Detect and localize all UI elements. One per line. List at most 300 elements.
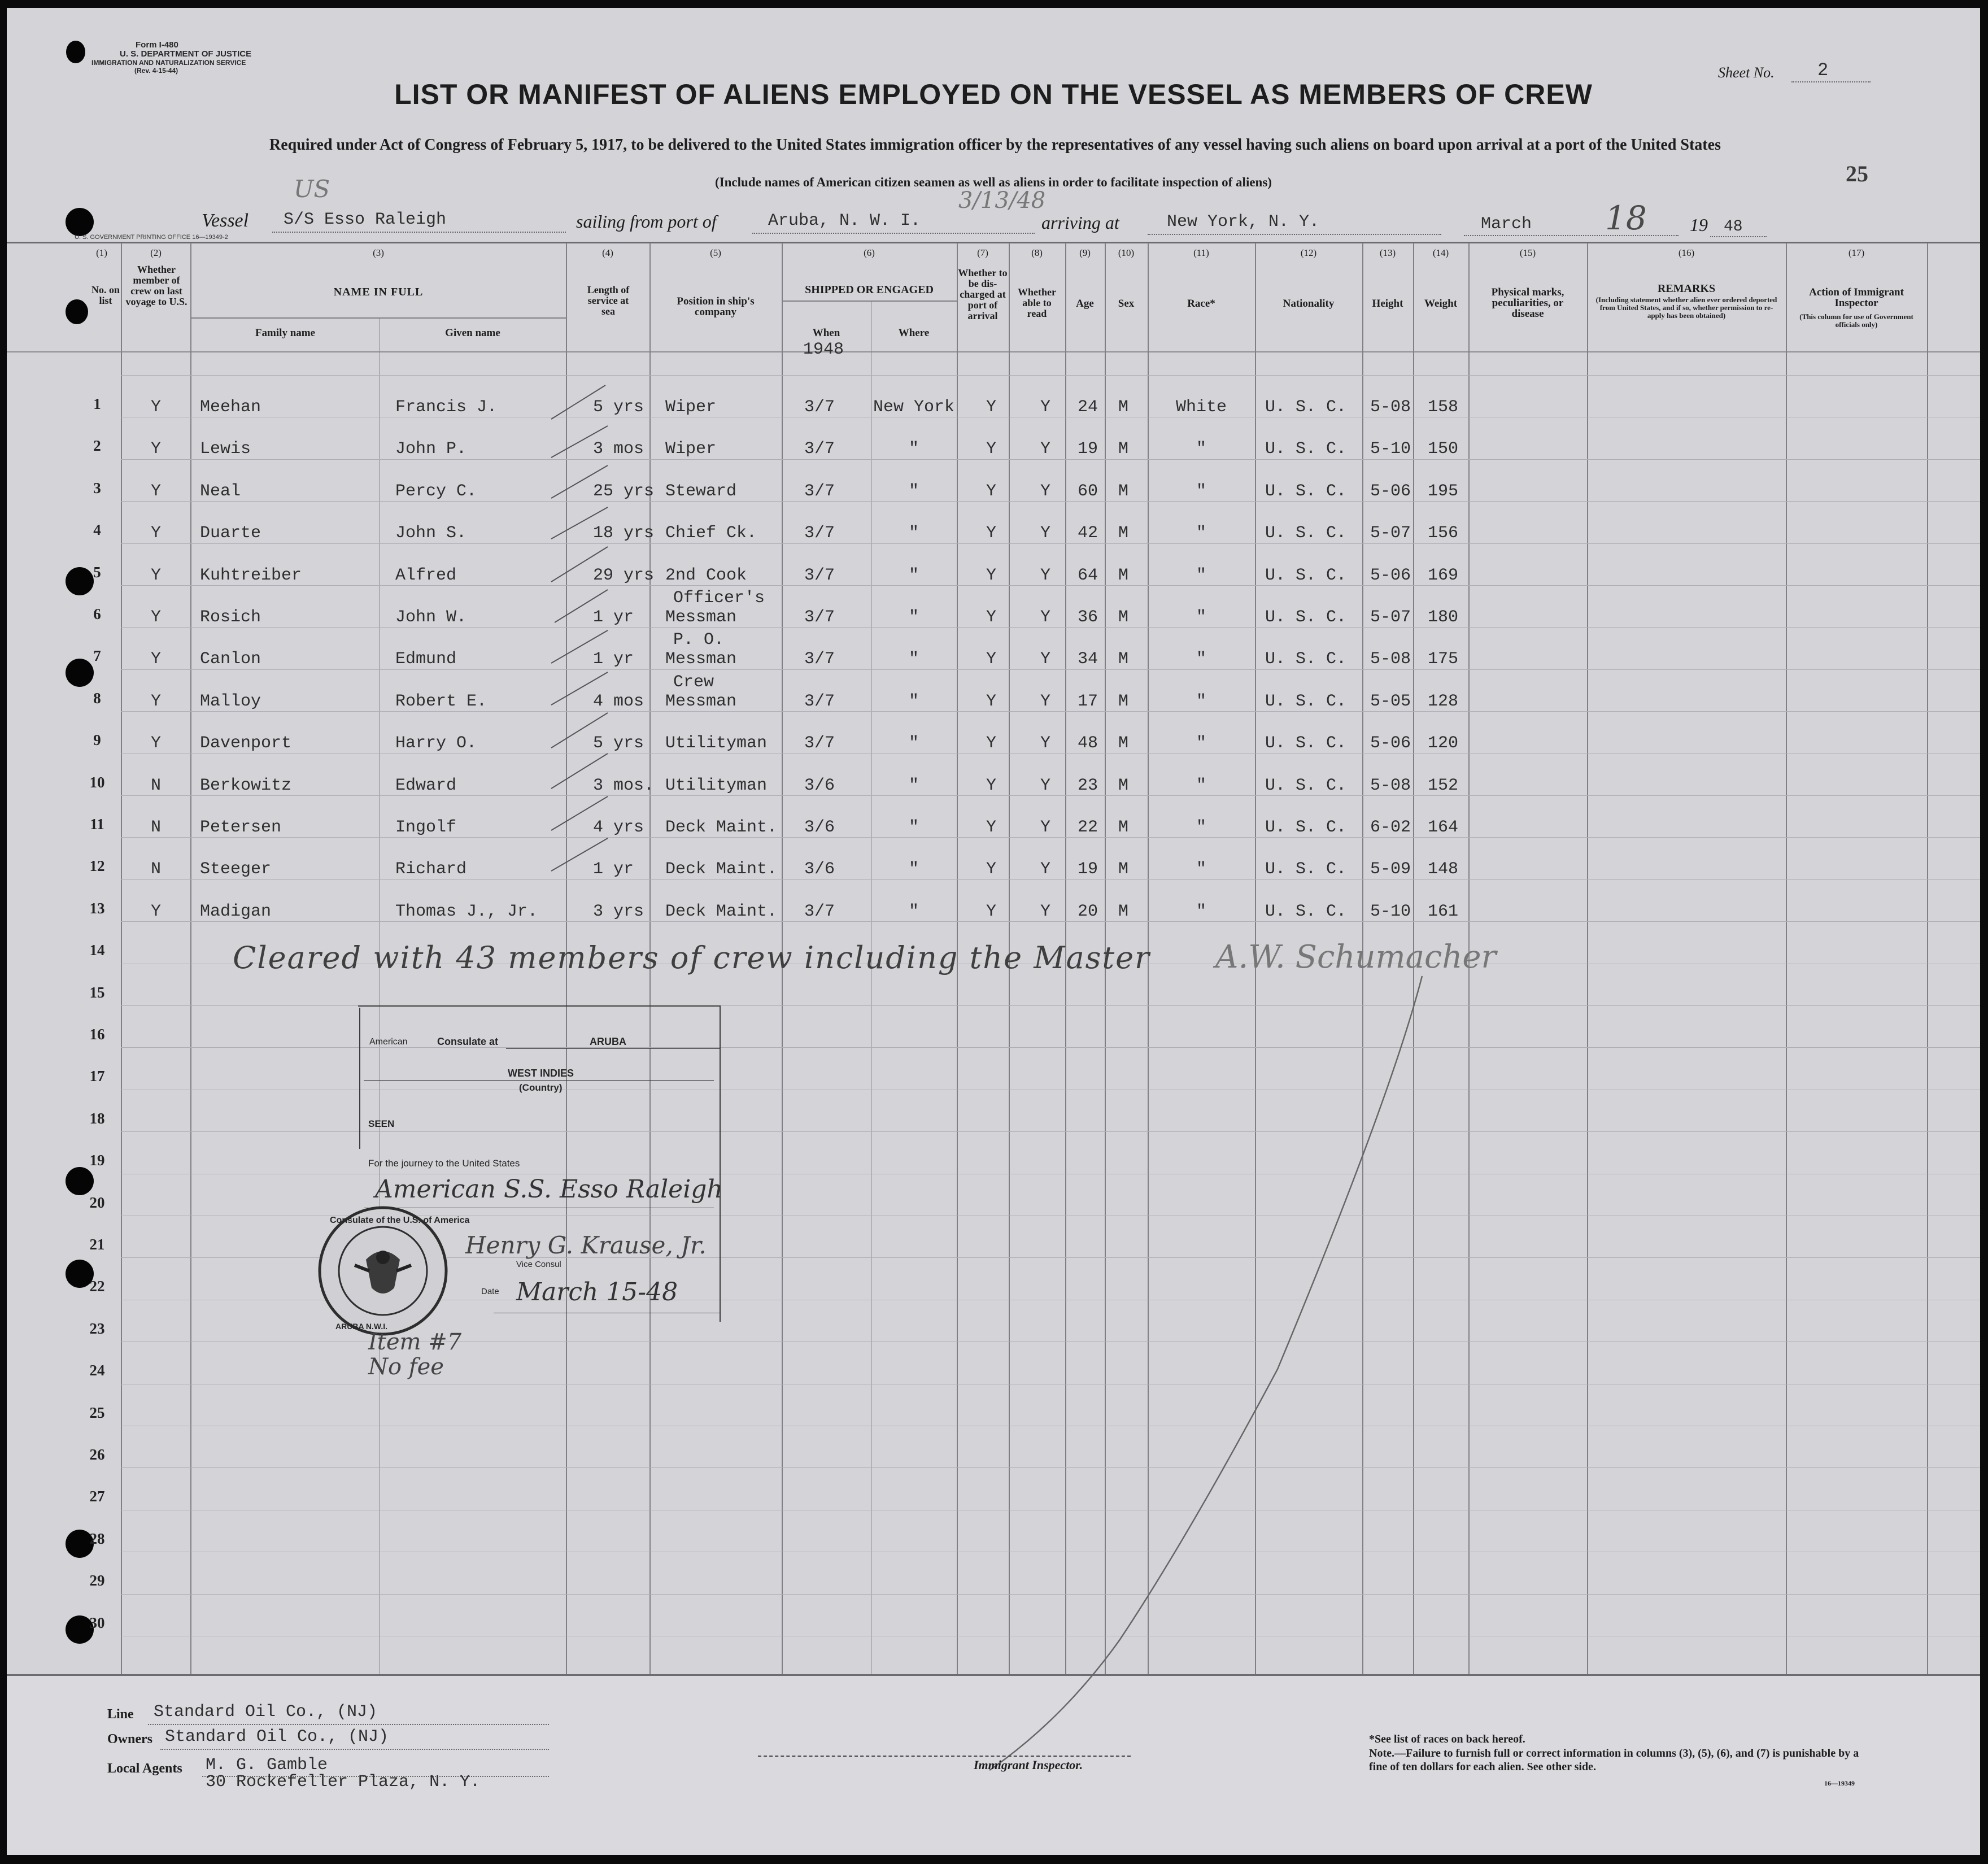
vessel-name: S/S Esso Raleigh <box>284 210 447 229</box>
weight-cell: 156 <box>1428 524 1459 543</box>
age-cell: 19 <box>1078 439 1098 459</box>
age-cell: 60 <box>1078 481 1098 501</box>
weight-cell: 175 <box>1428 650 1459 669</box>
col-given-name: Given name <box>445 327 500 339</box>
service-cell: 5 yrs <box>593 398 644 417</box>
row-number: 26 <box>89 1446 105 1463</box>
family-name-cell: Rosich <box>200 608 261 627</box>
ruled-line <box>121 459 1980 460</box>
position-cell: Deck Maint. <box>665 901 778 921</box>
nationality-cell: U. S. C. <box>1265 691 1347 711</box>
consulate-stamp <box>330 1000 729 1333</box>
where-cell: " <box>908 860 919 879</box>
read-cell: Y <box>1040 776 1051 795</box>
row-number: 22 <box>89 1278 105 1295</box>
col-num-13: (13) <box>1379 247 1396 258</box>
row-number: 24 <box>89 1362 105 1379</box>
ruled-line <box>121 795 1980 796</box>
stamp-date-label: Date <box>481 1287 499 1296</box>
family-name-cell: Kuhtreiber <box>200 565 302 585</box>
position-cell: Messman <box>665 608 737 627</box>
row-number: 29 <box>89 1572 105 1589</box>
height-cell: 5-07 <box>1370 608 1411 627</box>
discharged-cell: Y <box>986 398 997 417</box>
service-cell: 4 mos <box>593 691 644 711</box>
family-name-cell: Canlon <box>200 650 261 669</box>
row-number: 1 <box>93 395 101 412</box>
nationality-cell: U. S. C. <box>1265 650 1347 669</box>
col-num-11: (11) <box>1193 247 1209 258</box>
when-cell: 3/6 <box>804 818 835 837</box>
ruled-line <box>121 669 1980 670</box>
col-nationality: Nationality <box>1283 298 1335 310</box>
race-cell: " <box>1196 524 1206 543</box>
race-cell: " <box>1196 776 1206 795</box>
when-cell: 3/7 <box>804 691 835 711</box>
arrival-day: 18 <box>1605 199 1647 237</box>
col-action: Action of Immigrant Inspector <box>1809 286 1904 309</box>
height-cell: 5-08 <box>1370 398 1411 417</box>
family-name-cell: Steeger <box>200 860 272 879</box>
punch-hole <box>66 299 88 324</box>
position-cell: Messman <box>665 691 737 711</box>
where-cell: " <box>908 818 919 837</box>
stamp-place: ARUBA <box>590 1036 626 1047</box>
member-cell: Y <box>151 439 162 459</box>
year-written: 1948 <box>803 340 844 359</box>
where-cell: " <box>908 776 919 795</box>
read-cell: Y <box>1040 734 1051 754</box>
nationality-cell: U. S. C. <box>1265 524 1347 543</box>
col-num-6: (6) <box>864 247 875 258</box>
given-name-cell: John P. <box>395 439 467 459</box>
member-cell: Y <box>151 650 162 669</box>
service-cell: 1 yr <box>593 650 634 669</box>
arrival-port: New York, N. Y. <box>1167 212 1320 232</box>
age-cell: 19 <box>1078 860 1098 879</box>
row-number: 19 <box>89 1152 105 1169</box>
position-cell: Deck Maint. <box>665 860 778 879</box>
member-cell: Y <box>151 691 162 711</box>
col-num-12: (12) <box>1300 247 1317 258</box>
nationality-cell: U. S. C. <box>1265 776 1347 795</box>
stamp-american: American <box>369 1037 408 1047</box>
col-length-service: Length of service at sea <box>587 284 630 317</box>
family-name-cell: Malloy <box>200 691 261 711</box>
manifest-page <box>7 8 1980 1855</box>
age-cell: 42 <box>1078 524 1098 543</box>
race-cell: " <box>1196 608 1206 627</box>
stamp-vice-consul: Vice Consul <box>516 1260 561 1269</box>
read-cell: Y <box>1040 481 1051 501</box>
stamp-journey: For the journey to the United States <box>368 1158 520 1169</box>
nationality-cell: U. S. C. <box>1265 565 1347 585</box>
col-sex: Sex <box>1118 298 1135 310</box>
sex-cell: M <box>1118 398 1129 417</box>
sex-cell: M <box>1118 860 1129 879</box>
agents-address: 30 Rockefeller Plaza, N. Y. <box>206 1772 481 1792</box>
family-name-cell: Neal <box>200 481 241 501</box>
owners-value: Standard Oil Co., (NJ) <box>165 1727 389 1747</box>
age-cell: 17 <box>1078 691 1098 711</box>
read-cell: Y <box>1040 901 1051 921</box>
family-name-cell: Berkowitz <box>200 776 292 795</box>
row-number: 13 <box>89 899 105 917</box>
col-num-10: (10) <box>1118 247 1135 258</box>
discharged-cell: Y <box>986 524 997 543</box>
punch-hole <box>66 1167 94 1195</box>
col-weight: Weight <box>1424 298 1458 310</box>
punch-hole <box>66 208 94 236</box>
col-num-9: (9) <box>1079 247 1091 258</box>
position-cell: Wiper <box>665 398 717 417</box>
weight-cell: 161 <box>1428 901 1459 921</box>
ruled-line <box>121 921 1980 922</box>
age-cell: 64 <box>1078 565 1098 585</box>
page-mark: 25 <box>1846 161 1868 186</box>
row-number: 6 <box>93 606 101 622</box>
service-tick-marks <box>538 358 651 934</box>
height-cell: 5-08 <box>1370 776 1411 795</box>
ruled-line <box>121 627 1980 628</box>
age-cell: 36 <box>1078 608 1098 627</box>
diagonal-pen-stroke <box>961 974 1441 1776</box>
discharged-cell: Y <box>986 776 997 795</box>
member-cell: Y <box>151 608 162 627</box>
position-cell: Chief Ck. <box>665 524 757 543</box>
age-cell: 23 <box>1078 776 1098 795</box>
col-race: Race* <box>1187 298 1215 310</box>
when-cell: 3/7 <box>804 901 835 921</box>
when-cell: 3/7 <box>804 481 835 501</box>
where-cell: " <box>908 608 919 627</box>
sex-cell: M <box>1118 901 1129 921</box>
row-number: 14 <box>89 942 105 959</box>
given-name-cell: John S. <box>395 524 467 543</box>
row-number: 4 <box>93 521 101 539</box>
height-cell: 5-09 <box>1370 860 1411 879</box>
col-when: When <box>812 327 840 339</box>
given-name-cell: Ingolf <box>395 818 457 837</box>
row-number: 8 <box>93 689 101 707</box>
read-cell: Y <box>1040 524 1051 543</box>
given-name-cell: Robert E. <box>395 691 487 711</box>
sex-cell: M <box>1118 565 1129 585</box>
sex-cell: M <box>1118 439 1129 459</box>
col-num-2: (2) <box>150 247 162 258</box>
nationality-cell: U. S. C. <box>1265 901 1347 921</box>
discharged-cell: Y <box>986 650 997 669</box>
row-number: 15 <box>89 983 105 1001</box>
service-name: IMMIGRATION AND NATURALIZATION SERVICE <box>91 59 246 67</box>
position-cell: Steward <box>665 481 737 501</box>
manifest-title: LIST OR MANIFEST OF ALIENS EMPLOYED ON THE VESSEL AS MEMBERS OF CREW <box>394 79 1593 110</box>
position-cell: Utilityman <box>665 776 768 795</box>
age-cell: 34 <box>1078 650 1098 669</box>
form-number: Form I-480 <box>136 40 178 50</box>
nationality-cell: U. S. C. <box>1265 481 1347 501</box>
when-cell: 3/6 <box>804 776 835 795</box>
arrival-year: 48 <box>1724 218 1743 236</box>
row-number: 18 <box>89 1109 105 1127</box>
race-cell: " <box>1196 481 1206 501</box>
col-num-14: (14) <box>1432 247 1449 258</box>
member-cell: N <box>151 860 162 879</box>
department-name: U. S. DEPARTMENT OF JUSTICE <box>120 49 252 59</box>
age-cell: 22 <box>1078 818 1098 837</box>
race-cell: " <box>1196 901 1206 921</box>
given-name-cell: Edward <box>395 776 457 795</box>
seal-text: Consulate of the U.S. of America <box>330 1216 470 1225</box>
where-cell: New York <box>873 398 955 417</box>
sex-cell: M <box>1118 524 1129 543</box>
member-cell: Y <box>151 524 162 543</box>
col-discharged: Whether to be dis-charged at port of arrival <box>958 267 1008 321</box>
row-number: 30 <box>89 1614 105 1631</box>
given-name-cell: Percy C. <box>395 481 477 501</box>
ruled-line <box>121 543 1980 544</box>
row-number: 7 <box>93 647 101 665</box>
ruled-line <box>121 585 1980 586</box>
row-number: 5 <box>93 563 101 581</box>
col-num-8: (8) <box>1031 247 1043 258</box>
arriving-label: arriving at <box>1041 212 1119 233</box>
service-cell: 5 yrs <box>593 734 644 754</box>
row-number: 28 <box>89 1530 105 1547</box>
given-name-cell: Richard <box>395 860 467 879</box>
row-number: 10 <box>89 773 105 791</box>
nationality-cell: U. S. C. <box>1265 398 1347 417</box>
where-cell: " <box>908 691 919 711</box>
member-cell: Y <box>151 901 162 921</box>
col-whether-member: Whether member of crew on last voyage to U.S. <box>125 264 188 307</box>
row-number: 17 <box>89 1068 105 1085</box>
family-name-cell: Madigan <box>200 901 272 921</box>
col-no-on-list: No. on list <box>91 284 120 306</box>
when-cell: 3/6 <box>804 860 835 879</box>
row-number: 21 <box>89 1236 105 1253</box>
sheet-number: 2 <box>1817 60 1829 81</box>
col-able-read: Whether able to read <box>1018 286 1056 319</box>
position-cell: 2nd Cook <box>665 565 747 585</box>
row-number: 12 <box>89 857 105 875</box>
row-number: 16 <box>89 1026 105 1043</box>
manifest-subtitle: Required under Act of Congress of February 5, 1917, to be delivered to the United States immigration officer by the representatives of any vessel having such aliens on board upon arrival at a port of the United States <box>269 136 1721 154</box>
position-cell: Wiper <box>665 439 717 459</box>
given-name-cell: Edmund <box>395 650 457 669</box>
where-cell: " <box>908 650 919 669</box>
punch-hole <box>66 41 85 63</box>
agents-value: M. G. Gamble <box>206 1756 328 1775</box>
row-number: 20 <box>89 1194 105 1211</box>
sex-cell: M <box>1118 734 1129 754</box>
read-cell: Y <box>1040 860 1051 879</box>
owners-label: Owners <box>107 1732 152 1747</box>
position-cell: Messman <box>665 650 737 669</box>
line-value: Standard Oil Co., (NJ) <box>154 1702 378 1722</box>
col-num-17: (17) <box>1848 247 1865 258</box>
where-cell: " <box>908 524 919 543</box>
when-cell: 3/7 <box>804 524 835 543</box>
vessel-annotation: US <box>294 175 330 203</box>
height-cell: 5-06 <box>1370 565 1411 585</box>
discharged-cell: Y <box>986 818 997 837</box>
weight-cell: 152 <box>1428 776 1459 795</box>
races-note: *See list of races on back hereof. <box>1369 1733 1525 1745</box>
race-cell: White <box>1175 398 1227 417</box>
ruled-line <box>121 375 1980 376</box>
member-cell: N <box>151 818 162 837</box>
service-cell: 3 mos. <box>593 776 655 795</box>
given-name-cell: Alfred <box>395 565 457 585</box>
stamp-date-written: March 15-48 <box>516 1278 678 1306</box>
height-cell: 5-08 <box>1370 650 1411 669</box>
member-cell: Y <box>151 565 162 585</box>
ruled-line <box>121 837 1980 838</box>
where-cell: " <box>908 901 919 921</box>
race-cell: " <box>1196 691 1206 711</box>
row-number: 23 <box>89 1319 105 1337</box>
stamp-seen: SEEN <box>368 1118 395 1129</box>
age-cell: 20 <box>1078 901 1098 921</box>
discharged-cell: Y <box>986 481 997 501</box>
given-name-cell: Harry O. <box>395 734 477 754</box>
footer-code: 16—19349 <box>1824 1779 1855 1787</box>
read-cell: Y <box>1040 565 1051 585</box>
col-physical: Physical marks, peculiarities, or disease <box>1491 286 1564 320</box>
col-name-in-full: NAME IN FULL <box>333 286 424 298</box>
col-remarks: REMARKS <box>1657 282 1716 295</box>
discharged-cell: Y <box>986 860 997 879</box>
service-cell: 1 yr <box>593 608 634 627</box>
discharged-cell: Y <box>986 691 997 711</box>
race-cell: " <box>1196 439 1206 459</box>
service-cell: 18 yrs <box>593 524 655 543</box>
col-family-name: Family name <box>255 327 316 339</box>
col-num-5: (5) <box>710 247 721 258</box>
row-number: 9 <box>93 731 101 749</box>
stamp-consulate-of: Consulate at <box>437 1036 499 1047</box>
form-revision: (Rev. 4-15-44) <box>134 67 178 75</box>
nationality-cell: U. S. C. <box>1265 734 1347 754</box>
discharged-cell: Y <box>986 439 997 459</box>
given-name-cell: Francis J. <box>395 398 498 417</box>
discharged-cell: Y <box>986 901 997 921</box>
height-cell: 6-02 <box>1370 818 1411 837</box>
family-name-cell: Lewis <box>200 439 251 459</box>
height-cell: 5-07 <box>1370 524 1411 543</box>
stamp-country-label: (Country) <box>519 1082 563 1093</box>
arrival-month: March <box>1481 215 1532 234</box>
inspector-label: Immigrant Inspector. <box>974 1758 1083 1772</box>
where-cell: " <box>908 565 919 585</box>
col-position: Position in ship's company <box>677 295 755 318</box>
family-name-cell: Meehan <box>200 398 261 417</box>
stamp-country: WEST INDIES <box>508 1068 574 1079</box>
member-cell: Y <box>151 398 162 417</box>
family-name-cell: Duarte <box>200 524 261 543</box>
read-cell: Y <box>1040 818 1051 837</box>
height-cell: 5-10 <box>1370 439 1411 459</box>
sailing-port: Aruba, N. W. I. <box>768 211 921 230</box>
col-action-note: (This column for use of Government officials only) <box>1799 312 1913 329</box>
family-name-cell: Petersen <box>200 818 282 837</box>
nationality-cell: U. S. C. <box>1265 608 1347 627</box>
seal-bottom: ARUBA N.W.I. <box>335 1322 388 1331</box>
item-note: Item #7 No fee <box>368 1329 462 1380</box>
age-cell: 48 <box>1078 734 1098 754</box>
weight-cell: 169 <box>1428 565 1459 585</box>
cleared-note: Cleared with 43 members of crew including the Master <box>233 940 1150 975</box>
race-cell: " <box>1196 565 1206 585</box>
position-top-cell: Crew <box>673 672 714 692</box>
sheet-label: Sheet No. <box>1718 64 1775 81</box>
when-cell: 3/7 <box>804 398 835 417</box>
sex-cell: M <box>1118 608 1129 627</box>
race-cell: " <box>1196 650 1206 669</box>
age-cell: 24 <box>1078 398 1098 417</box>
given-name-cell: John W. <box>395 608 467 627</box>
master-signature: A.W. Schumacher <box>1215 939 1497 975</box>
col-age: Age <box>1076 298 1094 310</box>
row-number: 25 <box>89 1404 105 1421</box>
weight-cell: 164 <box>1428 818 1459 837</box>
col-num-4: (4) <box>602 247 613 258</box>
col-num-15: (15) <box>1519 247 1536 258</box>
row-number: 3 <box>93 479 101 497</box>
col-remarks-note: (Including statement whether alien ever ordered deported from United States, and if so, whether permission to re-apply has been obtained) <box>1595 295 1777 320</box>
race-cell: " <box>1196 860 1206 879</box>
stamp-vessel-written: American S.S. Esso Raleigh <box>375 1175 723 1204</box>
printing-office: U. S. GOVERNMENT PRINTING OFFICE 16—19349-2 <box>75 234 228 241</box>
col-where: Where <box>898 327 930 339</box>
col-num-16: (16) <box>1678 247 1695 258</box>
height-cell: 5-06 <box>1370 481 1411 501</box>
col-shipped: SHIPPED OR ENGAGED <box>805 284 934 296</box>
member-cell: Y <box>151 481 162 501</box>
row-number: 2 <box>93 437 101 455</box>
col-num-7: (7) <box>977 247 988 258</box>
weight-cell: 158 <box>1428 398 1459 417</box>
position-cell: Utilityman <box>665 734 768 754</box>
sex-cell: M <box>1118 481 1129 501</box>
weight-cell: 150 <box>1428 439 1459 459</box>
service-cell: 3 yrs <box>593 901 644 921</box>
nationality-cell: U. S. C. <box>1265 439 1347 459</box>
when-cell: 3/7 <box>804 650 835 669</box>
weight-cell: 180 <box>1428 608 1459 627</box>
sex-cell: M <box>1118 691 1129 711</box>
vessel-label: Vessel <box>202 210 249 231</box>
sex-cell: M <box>1118 776 1129 795</box>
nationality-cell: U. S. C. <box>1265 818 1347 837</box>
service-cell: 4 yrs <box>593 818 644 837</box>
service-cell: 29 yrs <box>593 565 655 585</box>
date-annotation: 3/13/48 <box>958 188 1046 214</box>
discharged-cell: Y <box>986 608 997 627</box>
position-top-cell: P. O. <box>673 630 725 650</box>
given-name-cell: Thomas J., Jr. <box>395 901 538 921</box>
race-cell: " <box>1196 734 1206 754</box>
when-cell: 3/7 <box>804 565 835 585</box>
manifest-subnote: (Include names of American citizen seamen as well as aliens in order to facilitate inspection of aliens) <box>715 175 1272 189</box>
race-cell: " <box>1196 818 1206 837</box>
ruled-line <box>121 879 1980 880</box>
family-name-cell: Davenport <box>200 734 292 754</box>
col-num-3: (3) <box>373 247 384 258</box>
weight-cell: 195 <box>1428 481 1459 501</box>
discharged-cell: Y <box>986 565 997 585</box>
